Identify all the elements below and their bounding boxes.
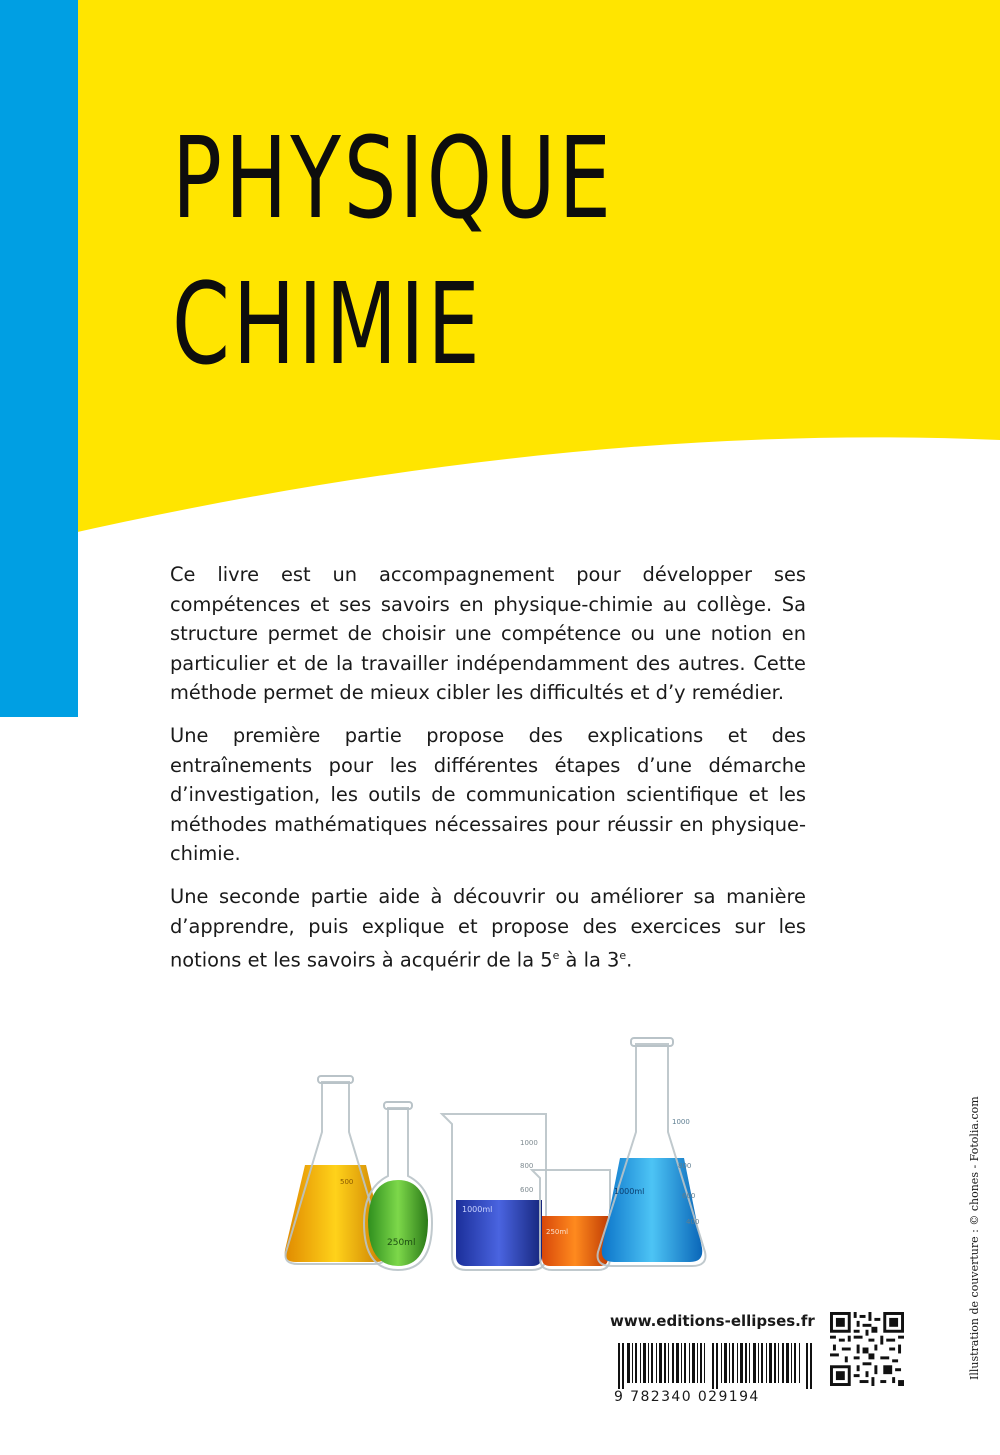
blue-side-strip bbox=[0, 0, 78, 717]
beaker-large-blue bbox=[442, 1114, 546, 1270]
publisher-website: www.editions-ellipses.fr bbox=[610, 1312, 815, 1330]
title-line-physique: PHYSIQUE bbox=[172, 114, 614, 244]
beaker-large-label: 1000ml bbox=[462, 1205, 493, 1214]
title-line-chimie: CHIMIE bbox=[172, 260, 483, 390]
erlenmeyer-right-label: 1000ml bbox=[614, 1187, 645, 1196]
erlenmeyer-right-mark: 800 bbox=[678, 1162, 692, 1170]
book-description bbox=[170, 560, 806, 988]
erlenmeyer-right-mark: 600 bbox=[682, 1192, 696, 1200]
cover-illustration-credit: Illustration de couverture : © chones - Fotolia.com bbox=[968, 1096, 981, 1380]
laboratory-glassware-illustration bbox=[280, 1020, 710, 1300]
round-bottom-flask-green bbox=[364, 1102, 432, 1270]
beaker-large-mark: 600 bbox=[520, 1186, 534, 1194]
isbn-number: 9 782340 029194 bbox=[614, 1389, 760, 1405]
erlenmeyer-right-mark: 1000 bbox=[672, 1118, 690, 1126]
erlenmeyer-flask-cyan bbox=[598, 1038, 706, 1266]
beaker-small-label: 250ml bbox=[546, 1228, 569, 1236]
qr-code bbox=[830, 1312, 904, 1386]
description-paragraph-2: Une première partie propose des explications et des entraînements pour les différentes étapes d’une démarche d’investigation, les outils de communication scientifique et les méthodes mathématiques nécessaires pour réussir en physique-chimie. bbox=[170, 723, 806, 866]
beaker-large-mark: 1000 bbox=[520, 1139, 538, 1147]
superscript-e: e bbox=[619, 949, 627, 963]
superscript-e: e bbox=[552, 949, 560, 963]
round-flask-label: 250ml bbox=[387, 1238, 416, 1248]
description-paragraph-1: Ce livre est un accompagnement pour développer ses compétences et ses savoirs en physique-chimie au collège. Sa structure permet de choisir une compétence ou une notion en particulier et de la travailler indépendamment des autres. Cette méthode permet de mieux cibler les difficultés et d’y remédier. bbox=[170, 563, 806, 705]
book-title bbox=[172, 106, 614, 398]
isbn-barcode bbox=[618, 1343, 814, 1389]
description-paragraph-3: Une seconde partie aide à découvrir ou améliorer sa manière d’apprendre, puis explique et propose des exercices sur les notions et les savoirs à acquérir de la 5e à la 3e. bbox=[170, 884, 806, 972]
erlenmeyer-right-mark: 400 bbox=[686, 1218, 700, 1226]
erlenmeyer-left-mark: 500 bbox=[340, 1178, 354, 1186]
beaker-large-mark: 800 bbox=[520, 1162, 534, 1170]
